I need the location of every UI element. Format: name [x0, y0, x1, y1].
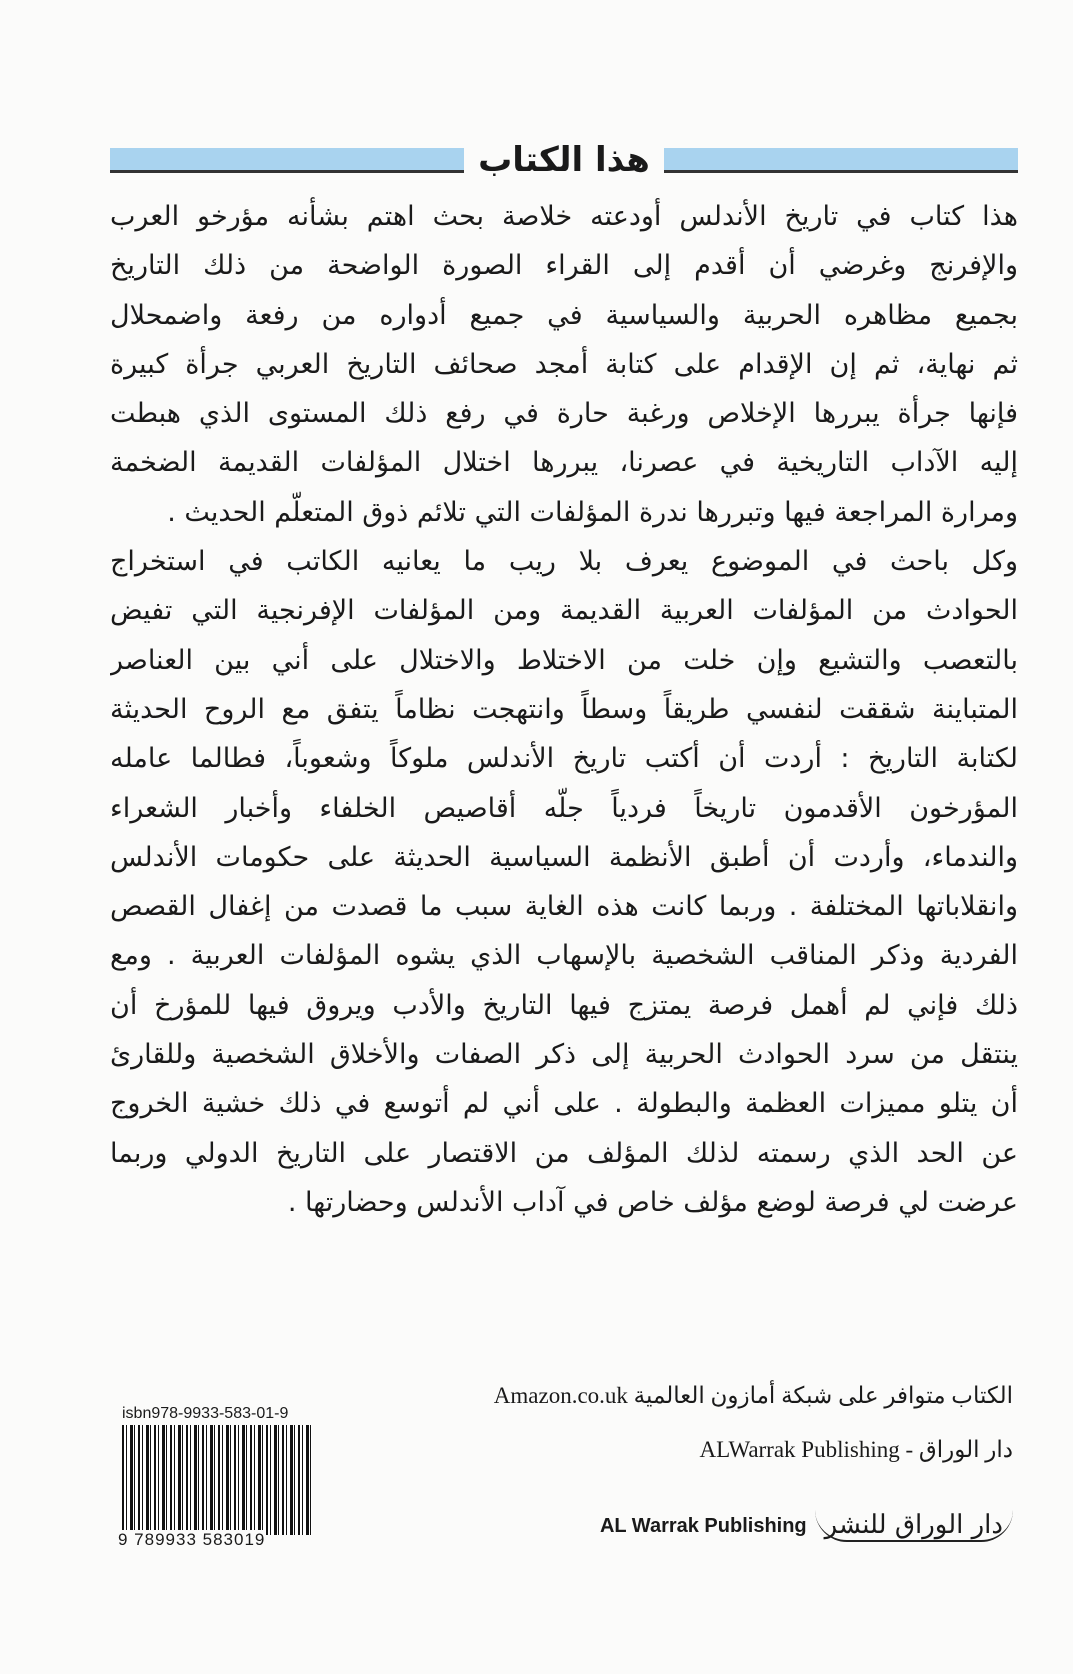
- logo-caption: AL Warrak Publishing: [599, 1514, 807, 1537]
- barcode-number: 9 789933 583019: [118, 1530, 266, 1549]
- text-line: أن يتلو مميزات العظمة والبطولة . على أني لم أتوسع في ذلك خشية الخروج: [110, 1088, 1018, 1120]
- blurb-text: [110, 192, 1018, 1227]
- text-line: لكتابة التاريخ : أردت أن أكتب تاريخ الأندلس ملوكاً وشعوباً، فطالما عامله: [110, 743, 1018, 775]
- text-line: هذا كتاب في تاريخ الأندلس أودعته خلاصة بحث اهتم بشأنه مؤرخو العرب: [110, 201, 1018, 232]
- logo-mark: دار الوراق للنشر: [815, 1510, 1013, 1542]
- text-line: وانقلاباتها المختلفة . وربما كانت هذه الغاية سبب ما قصدت من إغفال القصص: [110, 891, 1018, 923]
- section-title-row: [110, 140, 1018, 180]
- text-line: بجميع مظاهره الحربية والسياسية في جميع أدواره من رفعة واضمحلال: [110, 299, 1018, 331]
- section-title: هذا الكتاب: [478, 140, 650, 180]
- text-line: ثم نهاية، ثم إن الإقدام على كتابة أمجد صحائف التاريخ العربي جرأة كبيرة: [110, 348, 1018, 380]
- publisher-line: دار الوراق - ALWarrak Publishing: [699, 1437, 1013, 1462]
- publisher-logo: [600, 1510, 1013, 1542]
- title-decor-bar-left: [110, 148, 464, 173]
- text-line: الفردية وذكر المناقب الشخصية بالإسهاب الذي يشوه المؤلفات العربية . ومع: [110, 940, 1018, 972]
- text-line: المتباينة شققت لنفسي طريقاً وسطاً وانتهجت نظاماً يتفق مع الروح الحديثة: [110, 693, 1018, 725]
- text-line: الحوادث من المؤلفات العربية القديمة ومن المؤلفات الإفرنجية التي تفيض: [110, 595, 1018, 627]
- text-line: بالتعصب والتشيع وإن خلت من الاختلاط والاختلال على أني بين العناصر: [110, 644, 1018, 676]
- text-line: والندماء، وأردت أن أطبق الأنظمة السياسية الحديثة على حكومات الأندلس: [110, 841, 1018, 873]
- text-line: والإفرنج وغرضي أن أقدم إلى القراء الصورة الواضحة من ذلك التاريخ: [110, 250, 1018, 282]
- isbn-text: isbn978-9933-583-01-9: [122, 1405, 289, 1422]
- title-decor-bar-right: [664, 148, 1018, 173]
- availability-note: الكتاب متوافر على شبكة أمازون العالمية Amazon.co.uk: [493, 1383, 1013, 1408]
- text-line: عرضت لي فرصة لوضع مؤلف خاص في آداب الأندلس وحضارتها .: [287, 1186, 1018, 1218]
- text-line: ذلك فإني لم أهمل فرصة يمتزج فيها التاريخ والأدب ويروق فيها للمؤرخ أن: [110, 989, 1018, 1021]
- text-line: ومرارة المراجعة فيها وتبررها ندرة المؤلفات التي تلائم ذوق المتعلّم الحديث .: [167, 496, 1018, 528]
- text-line: ينتقل من سرد الحوادث الحربية إلى ذكر الصفات والأخلاق الشخصية وللقارئ: [110, 1039, 1018, 1071]
- barcode: [122, 1425, 312, 1535]
- text-line: إليه الآداب التاريخية في عصرنا، يبررها اختلال المؤلفات القديمة الضخمة: [110, 447, 1018, 479]
- text-line: المؤرخون الأقدمون تاريخاً فردياً جلّه أقاصيص الخلفاء وأخبار الشعراء: [110, 792, 1018, 824]
- text-line: فإنها جرأة يبررها الإخلاص ورغبة حارة في رفع ذلك المستوى الذي هبطت: [110, 398, 1018, 430]
- text-line: وكل باحث في الموضوع يعرف بلا ريب ما يعانيه الكاتب في استخراج: [110, 546, 1018, 578]
- text-line: عن الحد الذي رسمته لذلك المؤلف من الاقتصار على التاريخ الدولي وربما: [110, 1137, 1018, 1169]
